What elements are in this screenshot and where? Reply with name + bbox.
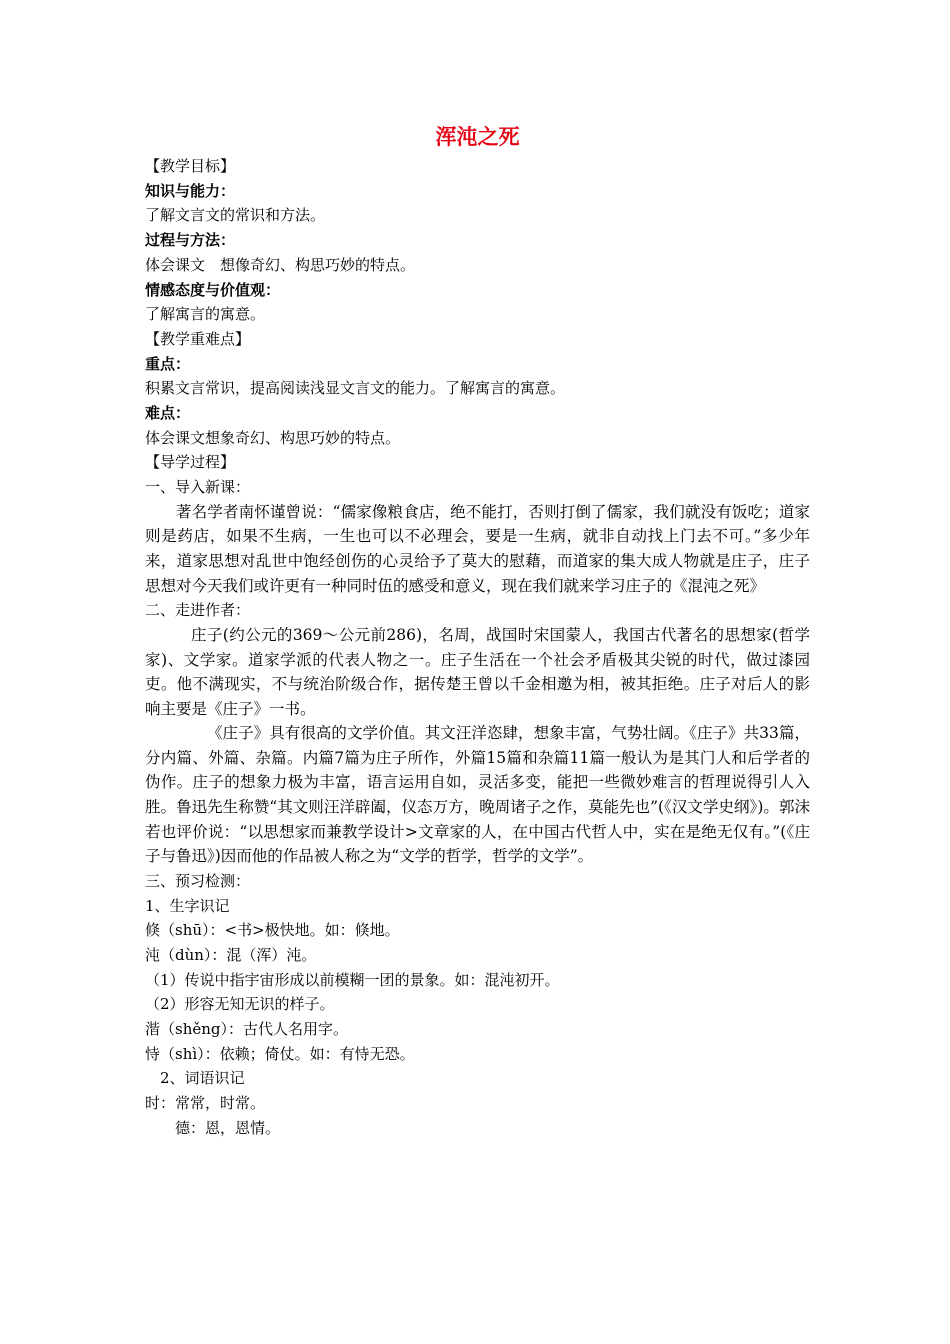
- text-key: 积累文言常识，提高阅读浅显文言文的能力。了解寓言的寓意。: [145, 379, 566, 398]
- word-heading: 2、词语识记: [160, 1069, 245, 1088]
- intro-paragraph: 著名学者南怀谨曾说：“儒家像粮食店，绝不能打，否则打倒了儒家，我们就没有饭吃；道家则是药店，如果不生病，一生也可以不必理会，要是一生病，就非自动找上门去不可。”多少年来，道家思想对乱世中饱经创伤的心灵给予了莫大的慰藉，而道家的集大成人物就是庄子，庄子思想对今天我们或许更有一种同时伍的感受和意义，现在我们就来学习庄子的《混沌之死》: [145, 502, 810, 595]
- word-item-de: 德：恩，恩情。: [175, 1118, 281, 1137]
- text-attitude: 了解寓言的寓意。: [145, 305, 266, 324]
- text-process: 体会课文 想像奇幻、构思巧妙的特点。: [145, 255, 416, 274]
- section-heading-objectives: 【教学目标】: [145, 157, 236, 175]
- section-heading-key-points: 【教学重难点】: [145, 329, 251, 348]
- word-item-shi: 时：常常，时常。: [145, 1094, 266, 1113]
- vocab-item-dun: 沌（dùn）：混（浑）沌。: [145, 945, 317, 964]
- vocab-item-dun-meaning-2: （2）形容无知无识的样子。: [145, 995, 335, 1014]
- document-page: [145, 120, 810, 1141]
- vocab-item-shu: 倏（shū）：<书>极快地。如：倏地。: [145, 921, 400, 940]
- section-heading-process: 【导学过程】: [145, 453, 236, 472]
- step-author-heading: 二、走进作者：: [145, 601, 251, 620]
- vocab-item-dun-meaning-1: （1）传说中指宇宙形成以前模糊一团的景象。如：混沌初开。: [145, 970, 560, 989]
- subheading-knowledge: 知识与能力：: [145, 181, 236, 200]
- text-knowledge: 了解文言文的常识和方法。: [145, 206, 326, 225]
- subheading-difficulty: 难点：: [145, 404, 191, 423]
- author-paragraph-2: 《庄子》具有很高的文学价值。其文汪洋恣肆，想象丰富，气势壮阔。《庄子》共33篇，分内篇、外篇、杂篇。内篇7篇为庄子所作，外篇15篇和杂篇11篇一般认为是其门人和后学者的伪作。庄子的想象力极为丰富，语言运用自如，灵活多变，能把一些微妙难言的哲理说得引人入胜。鲁迅先生称赞“其文则汪洋辟阖，仪态万方，晚周诸子之作，莫能先也”(《汉文学史纲》)。郭沫若也评价说：“以思想家而兼教学设计>文章家的人，在中国古代哲人中，实在是绝无仅有。”(《庄子与鲁迅》)因而他的作品被人称之为“文学的哲学，哲学的文学”。: [145, 724, 810, 866]
- vocab-heading: 1、生字识记: [145, 896, 230, 915]
- step-intro-heading: 一、导入新课：: [145, 478, 251, 497]
- vocab-item-shi: 恃（shì）：依赖；倚仗。如：有恃无恐。: [145, 1044, 415, 1063]
- text-difficulty: 体会课文想象奇幻、构思巧妙的特点。: [145, 428, 401, 447]
- author-paragraph-1: 庄子(约公元的369～公元前286)，名周，战国时宋国蒙人，我国古代著名的思想家(哲学家)、文学家。道家学派的代表人物之一。庄子生活在一个社会矛盾极其尖锐的时代，做过漆园吏。他不满现实，不与统治阶级合作，据传楚王曾以千金相邀为相，被其拒绝。庄子对后人的影响主要是《庄子》一书。: [145, 625, 810, 718]
- step-preview-heading: 三、预习检测：: [145, 871, 251, 890]
- document-title: 浑沌之死: [435, 124, 520, 149]
- subheading-key: 重点：: [145, 354, 191, 373]
- subheading-process: 过程与方法：: [145, 231, 236, 250]
- subheading-attitude: 情感态度与价值观：: [145, 280, 281, 299]
- vocab-item-sheng: 湝（shěng）：古代人名用字。: [145, 1020, 348, 1039]
